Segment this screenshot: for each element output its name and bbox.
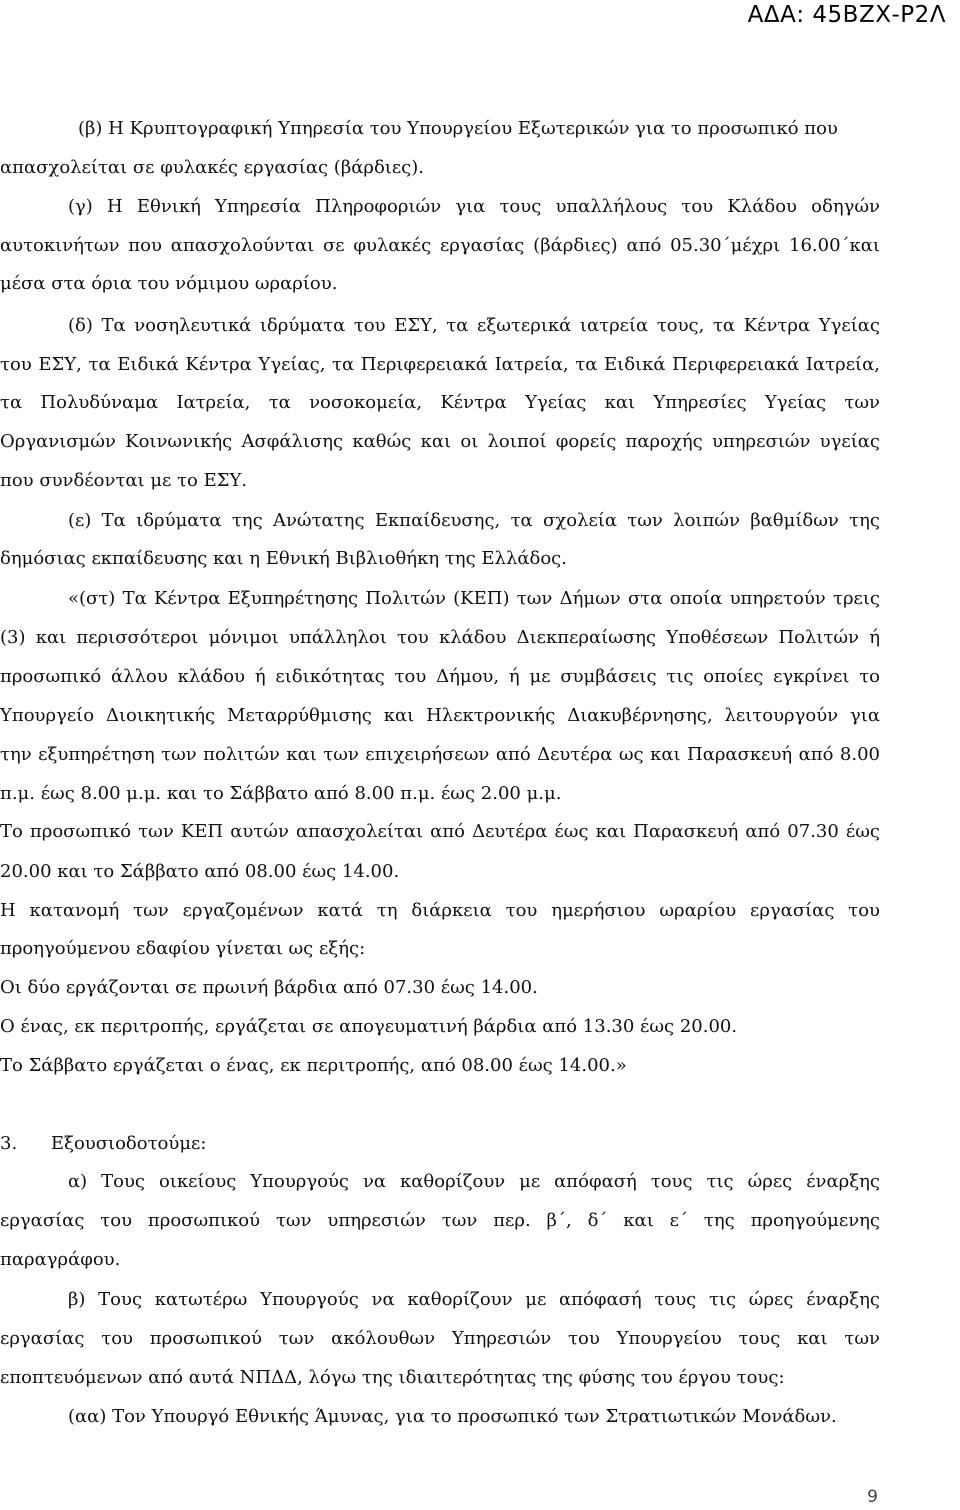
text-line: Οργανισμών Κοινωνικής Ασφάλισης καθώς και οι λοιποί φορείς παροχής υπηρεσιών υγείας — [0, 431, 880, 452]
text-line: Ο ένας, εκ περιτροπής, εργάζεται σε απογευματινή βάρδια από 13.30 έως 20.00. — [0, 1016, 738, 1037]
text-line: την εξυπηρέτηση των πολιτών και των επιχειρήσεων από Δευτέρα ως και Παρασκευή από 8.00 — [0, 744, 880, 765]
text-line: (αα) Τον Υπουργό Εθνικής Άμυνας, για το προσωπικό των Στρατιωτικών Μονάδων. — [68, 1406, 837, 1427]
text-line: προηγούμενου εδαφίου γίνεται ως εξής: — [0, 938, 366, 959]
text-line: (3) και περισσότεροι μόνιμοι υπάλληλοι του κλάδου Διεκπεραίωσης Υποθέσεων Πολιτών ή — [0, 627, 880, 648]
text-line: Το Σάββατο εργάζεται ο ένας, εκ περιτροπής, από 08.00 έως 14.00.» — [0, 1055, 627, 1076]
text-line: 3. Εξουσιοδοτούμε: — [0, 1133, 207, 1154]
text-line: εργασίας του προσωπικού των υπηρεσιών των περ. β΄, δ΄ και ε΄ της προηγούμενης — [0, 1210, 880, 1231]
ada-header: ΑΔΑ: 45ΒΖΧ-Ρ2Λ — [747, 2, 946, 28]
text-line: εποπτευόμενων από αυτά ΝΠΔΔ, λόγω της ιδιαιτερότητας της φύσης του έργου τους: — [0, 1367, 785, 1388]
text-line: απασχολείται σε φυλακές εργασίας (βάρδιες). — [0, 157, 425, 178]
text-line: μέσα στα όρια του νόμιμου ωραρίου. — [0, 273, 338, 294]
text-line: τα Πολυδύναμα Ιατρεία, τα νοσοκομεία, Κέντρα Υγείας και Υπηρεσίες Υγείας των — [0, 392, 880, 413]
page-number: 9 — [867, 1487, 878, 1507]
text-line: α) Τους οικείους Υπουργούς να καθορίζουν με απόφασή τους τις ώρες έναρξης — [68, 1171, 880, 1192]
text-line: Η κατανομή των εργαζομένων κατά τη διάρκεια του ημερήσιου ωραρίου εργασίας του — [0, 900, 880, 921]
text-line: 20.00 και το Σάββατο από 08.00 έως 14.00. — [0, 861, 400, 882]
text-line: αυτοκινήτων που απασχολούνται σε φυλακές εργασίας (βάρδιες) από 05.30΄μέχρι 16.00΄και — [0, 235, 880, 256]
text-line: Υπουργείο Διοικητικής Μεταρρύθμισης και Ηλεκτρονικής Διακυβέρνησης, λειτουργούν για — [0, 705, 880, 726]
text-line: δημόσιας εκπαίδευσης και η Εθνική Βιβλιοθήκη της Ελλάδος. — [0, 548, 567, 569]
text-line: εργασίας του προσωπικού των ακόλουθων Υπηρεσιών του Υπουργείου τους και των — [0, 1328, 880, 1349]
text-line: που συνδέονται με το ΕΣΥ. — [0, 470, 248, 491]
text-line: του ΕΣΥ, τα Ειδικά Κέντρα Υγείας, τα Περιφερειακά Ιατρεία, τα Ειδικά Περιφερειακά Ιατρεία, — [0, 354, 880, 375]
text-line: (ε) Τα ιδρύματα της Ανώτατης Εκπαίδευσης, τα σχολεία των λοιπών βαθμίδων της — [68, 510, 880, 531]
text-line: (γ) Η Εθνική Υπηρεσία Πληροφοριών για τους υπαλλήλους του Κλάδου οδηγών — [68, 196, 880, 217]
text-line: β) Τους κατωτέρω Υπουργούς να καθορίζουν με απόφασή τους τις ώρες έναρξης — [68, 1289, 880, 1310]
text-line: π.μ. έως 8.00 μ.μ. και το Σάββατο από 8.00 π.μ. έως 2.00 μ.μ. — [0, 783, 562, 804]
text-line: προσωπικό άλλου κλάδου ή ειδικότητας του Δήμου, ή με συμβάσεις τις οποίες εγκρίνει το — [0, 666, 880, 687]
text-line: «(στ) Τα Κέντρα Εξυπηρέτησης Πολιτών (ΚΕΠ) των Δήμων στα οποία υπηρετούν τρεις — [68, 588, 880, 609]
text-line: Το προσωπικό των ΚΕΠ αυτών απασχολείται από Δευτέρα έως και Παρασκευή από 07.30 έως — [0, 821, 880, 842]
text-line: Οι δύο εργάζονται σε πρωινή βάρδια από 07.30 έως 14.00. — [0, 977, 538, 998]
text-line: (β) Η Κρυπτογραφική Υπηρεσία του Υπουργείου Εξωτερικών για το προσωπικό που — [78, 118, 838, 139]
text-line: (δ) Τα νοσηλευτικά ιδρύματα του ΕΣΥ, τα εξωτερικά ιατρεία τους, τα Κέντρα Υγείας — [68, 315, 880, 336]
text-line: παραγράφου. — [0, 1249, 121, 1270]
